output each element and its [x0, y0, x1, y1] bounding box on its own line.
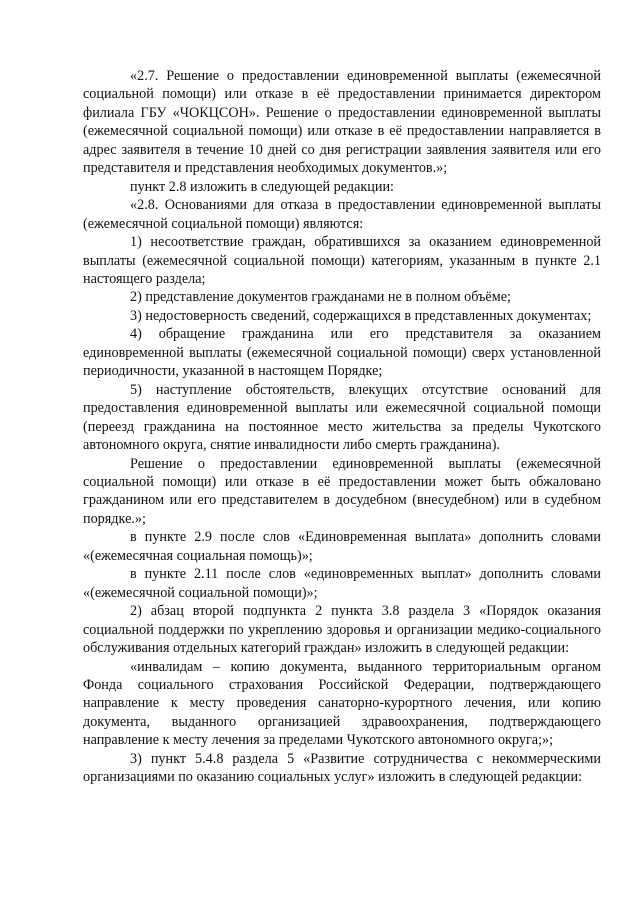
- paragraph-2-8-grounds: «2.8. Основаниями для отказа в предоставлении единовременной выплаты (ежемесячной социальной помощи) являются:: [83, 197, 601, 232]
- paragraph-section-5-4-8: 3) пункт 5.4.8 раздела 5 «Развитие сотрудничества с некоммерческими организациями по оказанию социальных услуг» изложить в следующей редакции:: [83, 750, 601, 786]
- paragraph-item-2-9: в пункте 2.9 после слов «Единовременная выплата» дополнить словами «(ежемесячная социальная помощь)»;: [83, 529, 601, 564]
- paragraph-appeal: Решение о предоставлении единовременной выплаты (ежемесячной социальной помощи) или отказе в её предоставлении может быть обжаловано гражданином или его представителем в досудебном (внесудебном) или в судебном порядке.»;: [83, 455, 601, 527]
- paragraph-item-2-8-intro: пункт 2.8 изложить в следующей редакции:: [130, 178, 394, 195]
- list-item-grounds-4: 4) обращение гражданина или его представителя за оказанием единовременной выплаты (ежемесячной социальной помощи) сверх установленной периодичности, указанной в настоящем Порядке;: [83, 326, 601, 380]
- document-page: [83, 67, 601, 787]
- paragraph-invalids-quote: «инвалидам – копию документа, выданного территориальным органом Фонда социального страхования Российской Федерации, подтверждающего направление к месту проведения санаторно-курортного лечения, или копию документа, выданного организацией здравоохранения, подтверждающего направление к месту лечения за пределами Чукотского автономного округа;»;: [83, 658, 601, 749]
- list-item-grounds-3: 3) недостоверность сведений, содержащихся в представленных документах;: [130, 307, 592, 324]
- paragraph-item-2-11: в пункте 2.11 после слов «единовременных выплат» дополнить словами «(ежемесячной социальной помощи)»;: [83, 566, 601, 601]
- paragraph-2-7-decision: «2.7. Решение о предоставлении единовременной выплаты (ежемесячной социальной помощи) или отказе в её предоставлении принимается директором филиала ГБУ «ЧОКЦСОН». Решение о предоставлении единовременной выплаты (ежемесячной социальной помощи) или отказе в её предоставлении направляется в адрес заявителя в течение 10 дней со дня регистрации заявления заявителя или его представителя и представления необходимых документов.»;: [83, 68, 601, 177]
- paragraph-section-3-8: 2) абзац второй подпункта 2 пункта 3.8 раздела 3 «Порядок оказания социальной поддержки по укреплению здоровья и организации медико-социального обслуживания отдельных категорий граждан» изложить в следующей редакции:: [83, 603, 601, 657]
- list-item-grounds-2: 2) представление документов гражданами не в полном объёме;: [130, 289, 511, 306]
- list-item-grounds-1: 1) несоответствие граждан, обратившихся за оказанием единовременной выплаты (ежемесячной социальной помощи) категориям, указанным в пункте 2.1 настоящего раздела;: [83, 234, 601, 287]
- list-item-grounds-5: 5) наступление обстоятельств, влекущих отсутствие оснований для предоставления единовременной выплаты или ежемесячной социальной помощи (переезд гражданина на постоянное место жительства за пределы Чукотского автономного округа, снятие инвалидности либо смерть гражданина).: [83, 381, 601, 454]
